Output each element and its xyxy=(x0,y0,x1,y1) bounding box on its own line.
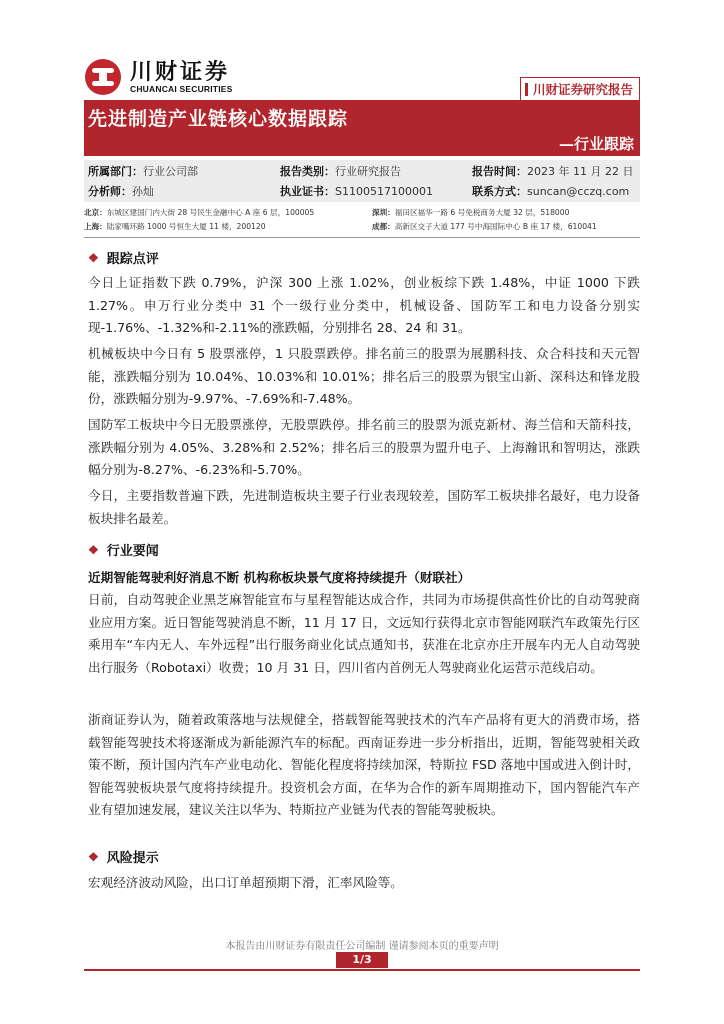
news-paragraph-1: 日前，自动驾驶企业黑芝麻智能宣布与星程智能达成合作，共同为市场提供高性价比的自动驾驶商业应用方案。近日智能驾驶消息不断，11 月 17 日，文远知行获得北京市智能网联汽车政策先行区乘用车“车内无人、车外远程”出行服务商业化试点通知书，获准在北京亦庄开展车内无人自动驾驶出行服务（Robotaxi）收费；10 月 31 日，四川省内首例无人驾驶商业化运营示范线启动。 xyxy=(88,592,640,675)
news-headline: 近期智能驾驶利好消息不断 机构称板块景气度将持续提升（财联社） xyxy=(88,570,471,585)
contact-email-link[interactable]: suncan@cczq.com xyxy=(527,185,630,198)
footer-note: 本报告由川财证券有限责任公司编制 谨请参阅本页的重要声明 xyxy=(225,941,499,952)
section-heading-label: 行业要闻 xyxy=(106,544,159,559)
section-heading-label: 跟踪点评 xyxy=(106,252,159,267)
research-report-tag xyxy=(520,77,640,101)
research-report-tag-label: 川财证券研究报告 xyxy=(532,82,633,97)
logo-emblem-icon xyxy=(84,58,122,96)
meta-label: 所属部门： xyxy=(88,165,143,178)
meta-label: 报告类别： xyxy=(280,165,335,178)
meta-dept xyxy=(88,163,198,179)
diamond-bullet-icon: ❖ xyxy=(88,849,99,864)
meta-row xyxy=(84,160,640,180)
meta-contact xyxy=(472,183,629,199)
review-paragraph-3: 国防军工板块中今日无股票涨停，无股票跌停。排名前三的股票为派克新材、海兰信和天箭科技，涨跌幅分别为 4.05%、3.28%和 2.52%；排名后三的股票为盟升电子、上海瀚讯和智明达，涨跌幅分别为-8.27%、-6.23%和-5.70%。 xyxy=(88,417,640,477)
address-shenzhen xyxy=(372,207,569,218)
meta-cert xyxy=(280,183,433,199)
meta-label: 分析师： xyxy=(88,185,132,198)
section-heading-risk xyxy=(88,847,159,866)
meta-label: 报告时间： xyxy=(472,165,527,178)
meta-value: 2023 年 11 月 22 日 xyxy=(527,165,634,178)
report-meta xyxy=(84,160,640,202)
diamond-bullet-icon: ❖ xyxy=(88,542,99,557)
section-heading-review xyxy=(88,248,159,267)
meta-type xyxy=(280,163,401,179)
address-text: 高新区交子大道 177 号中海国际中心 B 座 17 楼，610041 xyxy=(394,222,597,231)
meta-analyst xyxy=(88,183,154,199)
meta-time xyxy=(472,163,633,179)
page-number: 1/3 xyxy=(336,952,388,968)
meta-label: 执业证书： xyxy=(280,185,335,198)
news-paragraph-2: 浙商证券认为，随着政策落地与法规健全，搭载智能驾驶技术的汽车产品将有更大的消费市场，搭载智能驾驶技术将逐渐成为新能源汽车的标配。西南证券进一步分析指出，近期，智能驾驶相关政策不断，预计国内汽车产业电动化、智能化程度将持续加深，特斯拉 FSD 落地中国或进入倒计时，智能驾驶板块景气度将持续提升。投资机会方面，在华为合作的新车周期推动下，国内智能汽车产业有望加速发展，建议关注以华为、特斯拉产业链为代表的智能驾驶板块。 xyxy=(88,712,640,817)
review-paragraph-4: 今日，主要指数普遍下跌，先进制造板块主要子行业表现较差，国防军工板块排名最好，电力设备板块排名最差。 xyxy=(88,488,640,526)
company-logo xyxy=(84,58,233,96)
section-heading-news xyxy=(88,540,159,559)
meta-value: 行业研究报告 xyxy=(335,165,401,178)
office-addresses xyxy=(84,205,640,235)
review-paragraph-1: 今日上证指数下跌 0.79%，沪深 300 上涨 1.02%，创业板综下跌 1.48%，中证 1000 下跌 1.27%。申万行业分类中 31 个一级行业分类中，机械设备、国防军工和电力设备分别实现-1.76%、-1.32%和-2.11%的涨跌幅，分别排名 28、24 和 31。 xyxy=(88,275,640,335)
address-beijing xyxy=(84,207,314,218)
tag-bar-icon xyxy=(525,83,528,96)
meta-value: 行业公司部 xyxy=(143,165,198,178)
section-heading-label: 风险提示 xyxy=(106,851,159,866)
address-text: 福田区福华一路 6 号免税商务大厦 32 层，518000 xyxy=(394,208,570,217)
address-shanghai xyxy=(84,221,266,232)
title-banner xyxy=(84,100,640,156)
divider xyxy=(84,237,640,238)
report-title: 先进制造产业链核心数据跟踪 xyxy=(88,108,349,130)
meta-value: 孙灿 xyxy=(132,185,154,198)
meta-value: S1100517100001 xyxy=(335,185,433,198)
review-paragraph-2: 机械板块中今日有 5 股票涨停，1 只股票跌停。排名前三的股票为展鹏科技、众合科技和天元智能，涨跌幅分别为 10.04%、10.03%和 10.01%；排名后三的股票为银宝山新、深科达和锋龙股份，涨跌幅分别为-9.97%、-7.69%和-7.48%。 xyxy=(88,346,640,406)
address-label: 上海： xyxy=(84,222,107,231)
risk-paragraph: 宏观经济波动风险，出口订单超预期下滑，汇率风险等。 xyxy=(88,875,403,890)
address-label: 北京： xyxy=(84,208,107,217)
logo-english-name: CHUANCAI SECURITIES xyxy=(130,83,233,94)
address-label: 深圳： xyxy=(372,208,395,217)
diamond-bullet-icon: ❖ xyxy=(88,250,99,265)
address-text: 陆家嘴环路 1000 号恒生大厦 11 楼，200120 xyxy=(106,222,266,231)
address-label: 成都： xyxy=(372,222,395,231)
address-chengdu xyxy=(372,221,597,232)
report-subtitle: —行业跟踪 xyxy=(558,135,634,153)
meta-row xyxy=(84,180,640,200)
footer-divider xyxy=(84,969,640,971)
address-text: 东城区建国门内大街 28 号民生金融中心 A 座 6 层，100005 xyxy=(106,208,315,217)
logo-chinese-name: 川财证券 xyxy=(130,58,231,85)
meta-label: 联系方式： xyxy=(472,185,527,198)
